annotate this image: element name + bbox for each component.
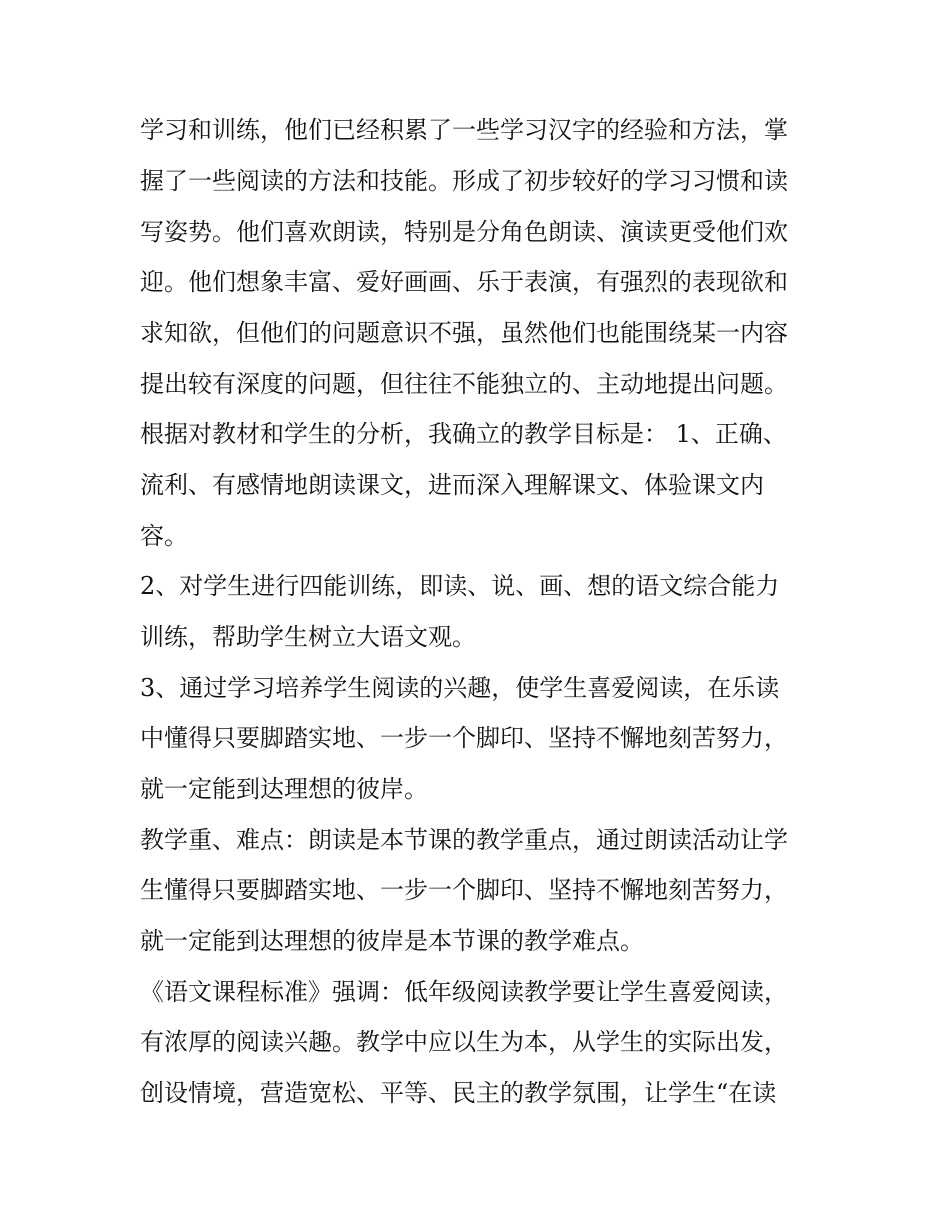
- text-line: 迎。他们想象丰富、爱好画画、乐于表演，有强烈的表现欲和: [140, 268, 788, 296]
- text-line: 根据对教材和学生的分析，我确立的教学目标是： 1、正确、: [140, 420, 787, 448]
- text-line: 写姿势。他们喜欢朗读，特别是分角色朗读、演读更受他们欢: [140, 218, 788, 246]
- text-line: 有浓厚的阅读兴趣。教学中应以生为本，从学生的实际出发，: [140, 1028, 788, 1056]
- text-line: 教学重、难点：朗读是本节课的教学重点，通过朗读活动让学: [140, 826, 788, 854]
- text-line: 求知欲，但他们的问题意识不强，虽然他们也能围绕某一内容: [140, 319, 788, 347]
- text-line: 学习和训练，他们已经积累了一些学习汉字的经验和方法，掌: [140, 116, 788, 144]
- text-line: 生懂得只要脚踏实地、一步一个脚印、坚持不懈地刻苦努力，: [140, 876, 788, 904]
- text-line: 中懂得只要脚踏实地、一步一个脚印、坚持不懈地刻苦努力，: [140, 724, 788, 752]
- text-line: 就一定能到达理想的彼岸。: [140, 775, 428, 803]
- text-line: 流利、有感情地朗读课文，进而深入理解课文、体验课文内: [140, 471, 764, 499]
- text-line: 提出较有深度的问题，但往往不能独立的、主动地提出问题。: [140, 370, 788, 398]
- text-line: 《语文课程标准》强调：低年级阅读教学要让学生喜爱阅读，: [140, 978, 788, 1006]
- text-line: 训练，帮助学生树立大语文观。: [140, 623, 476, 651]
- text-line: 创设情境，营造宽松、平等、民主的教学氛围，让学生“在读: [140, 1079, 777, 1107]
- text-line: 3、通过学习培养学生阅读的兴趣，使学生喜爱阅读，在乐读: [140, 674, 780, 702]
- text-line: 2、对学生进行四能训练，即读、说、画、想的语文综合能力: [140, 572, 780, 600]
- text-line: 就一定能到达理想的彼岸是本节课的教学难点。: [140, 927, 644, 955]
- text-line: 握了一些阅读的方法和技能。形成了初步较好的学习习惯和读: [140, 167, 788, 195]
- text-line: 容。: [140, 522, 188, 550]
